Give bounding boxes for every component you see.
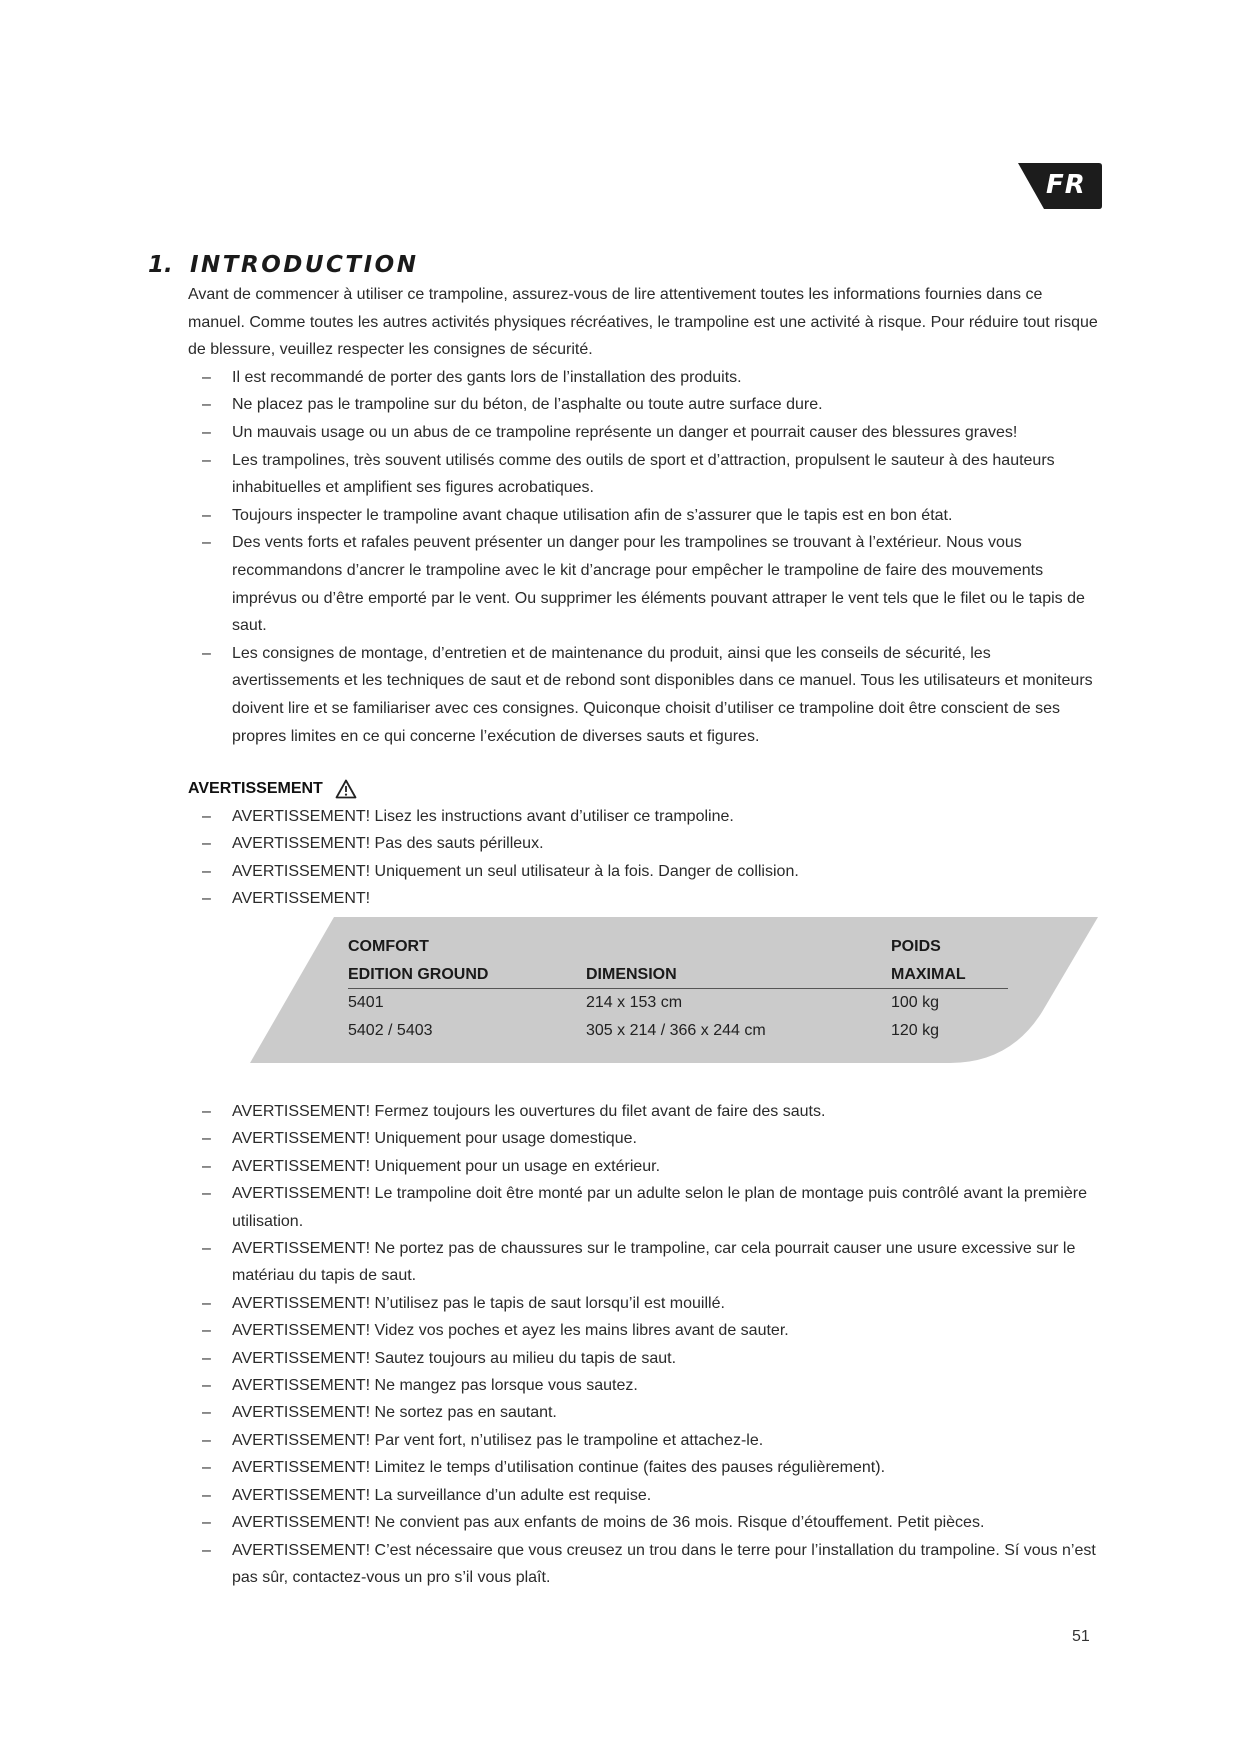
header-model-line2: EDITION GROUND <box>348 965 489 983</box>
cell-weight: 100 kg <box>891 994 940 1012</box>
list-item: – Il est recommandé de porter des gants lors de l’installation des produits. <box>202 364 1098 392</box>
section-title: INTRODUCTION <box>190 252 419 278</box>
intro-list <box>188 364 1098 750</box>
list-item: – Les consignes de montage, d’entretien et de maintenance du produit, ainsi que les conseils de sécurité, les avertissements et les techniques de saut et de rebond sont disponibles dans ce manuel. Tous les utilisateurs et moniteurs doivent lire et se familiariser avec ces consignes. Quiconque choisit d’utiliser ce trampoline doit être conscient de ses propres limites en ce qui concerne l’exécution de diverses sauts et figures. <box>202 640 1098 750</box>
list-item: – AVERTISSEMENT! Ne mangez pas lorsque vous sautez. <box>202 1372 1098 1399</box>
list-item: – AVERTISSEMENT! Ne convient pas aux enfants de moins de 36 mois. Risque d’étouffement. Petit pièces. <box>202 1509 1098 1536</box>
list-item: – AVERTISSEMENT! Pas des sauts périlleux. <box>202 830 1098 858</box>
list-item: – Des vents forts et rafales peuvent présenter un danger pour les trampolines se trouvant à l’extérieur. Nous vous recommandons d’ancrer le trampoline avec le kit d’ancrage pour empêcher le trampoline de faire des mouvements imprévus ou d’être emporté par le vent. Ou supprimer les éléments pouvant attraper le vent tels que le filet ou le tapis de saut. <box>202 529 1098 639</box>
list-item: – AVERTISSEMENT! Uniquement un seul utilisateur à la fois. Danger de collision. <box>202 858 1098 886</box>
list-item: – AVERTISSEMENT! C’est nécessaire que vous creusez un trou dans le terre pour l’installation du trampoline. Sí vous n’est pas sûr, contactez-vous un pro s’il vous plaît. <box>202 1537 1098 1592</box>
list-item: – AVERTISSEMENT! Sautez toujours au milieu du tapis de saut. <box>202 1345 1098 1372</box>
header-model-line1: COMFORT <box>348 938 429 955</box>
header-dimension: DIMENSION <box>586 965 677 983</box>
cell-dimension: 305 x 214 / 366 x 244 cm <box>586 1021 766 1039</box>
list-item: – AVERTISSEMENT! Ne portez pas de chaussures sur le trampoline, car cela pourrait causer une usure excessive sur le matériau du tapis de saut. <box>202 1235 1098 1290</box>
warning-list-top <box>188 803 1098 913</box>
list-item: – AVERTISSEMENT! La surveillance d’un adulte est requise. <box>202 1482 1098 1509</box>
spec-table <box>348 933 1008 1044</box>
warning-list-bottom <box>188 1098 1098 1591</box>
list-item: – AVERTISSEMENT! Lisez les instructions avant d’utiliser ce trampoline. <box>202 803 1098 831</box>
warning-heading <box>188 775 1098 803</box>
list-item: – AVERTISSEMENT! Le trampoline doit être monté par un adulte selon le plan de montage puis contrôlé avant la première utilisation. <box>202 1180 1098 1235</box>
cell-model: 5402 / 5403 <box>348 1021 433 1039</box>
list-item: – AVERTISSEMENT! Fermez toujours les ouvertures du filet avant de faire des sauts. <box>202 1098 1098 1125</box>
list-item: – Un mauvais usage ou un abus de ce trampoline représente un danger et pourrait causer des blessures graves! <box>202 419 1098 447</box>
list-item: – AVERTISSEMENT! Par vent fort, n’utilisez pas le trampoline et attachez-le. <box>202 1427 1098 1454</box>
list-item: – Toujours inspecter le trampoline avant chaque utilisation afin de s’assurer que le tapis est en bon état. <box>202 502 1098 530</box>
page-number: 51 <box>1072 1628 1090 1645</box>
list-item: – AVERTISSEMENT! Videz vos poches et ayez les mains libres avant de sauter. <box>202 1317 1098 1344</box>
list-item: – AVERTISSEMENT! <box>202 885 1098 913</box>
language-tab <box>1018 163 1102 209</box>
list-item: – Les trampolines, très souvent utilisés comme des outils de sport et d’attraction, propulsent le sauteur à des hauteurs inhabituelles et amplifient ses figures acrobatiques. <box>202 447 1098 502</box>
section-heading <box>148 252 418 278</box>
table-row <box>348 1017 1008 1045</box>
list-item: – AVERTISSEMENT! Limitez le temps d’utilisation continue (faites des pauses régulièrement). <box>202 1454 1098 1481</box>
language-code: FR <box>1046 170 1086 200</box>
list-item: – Ne placez pas le trampoline sur du béton, de l’asphalte ou toute autre surface dure. <box>202 391 1098 419</box>
cell-model: 5401 <box>348 994 384 1012</box>
header-weight-line1: POIDS <box>891 938 941 955</box>
table-row <box>348 989 1008 1017</box>
spec-table-band <box>250 917 1098 1067</box>
warning-title: AVERTISSEMENT <box>188 780 323 798</box>
cell-dimension: 214 x 153 cm <box>586 994 683 1012</box>
spec-header-row-2 <box>348 961 1008 990</box>
list-item: – AVERTISSEMENT! Uniquement pour usage domestique. <box>202 1125 1098 1152</box>
list-item: – AVERTISSEMENT! N’utilisez pas le tapis de saut lorsqu’il est mouillé. <box>202 1290 1098 1317</box>
list-item: – AVERTISSEMENT! Uniquement pour un usage en extérieur. <box>202 1153 1098 1180</box>
intro-section <box>188 281 1098 913</box>
warning-triangle-icon <box>335 779 357 799</box>
cell-weight: 120 kg <box>891 1021 940 1039</box>
intro-paragraph: Avant de commencer à utiliser ce trampoline, assurez-vous de lire attentivement toutes les informations fournies dans ce manuel. Comme toutes les autres activités physiques récréatives, le trampoline est une activité à risque. Pour réduire tout risque de blessure, veuillez respecter les consignes de sécurité. <box>188 286 1098 359</box>
section-number: 1. <box>148 252 173 278</box>
list-item: – AVERTISSEMENT! Ne sortez pas en sautant. <box>202 1399 1098 1426</box>
header-weight-line2: MAXIMAL <box>891 965 966 983</box>
spec-header-row-1 <box>348 933 1008 961</box>
warning-section-bottom <box>188 1098 1098 1591</box>
